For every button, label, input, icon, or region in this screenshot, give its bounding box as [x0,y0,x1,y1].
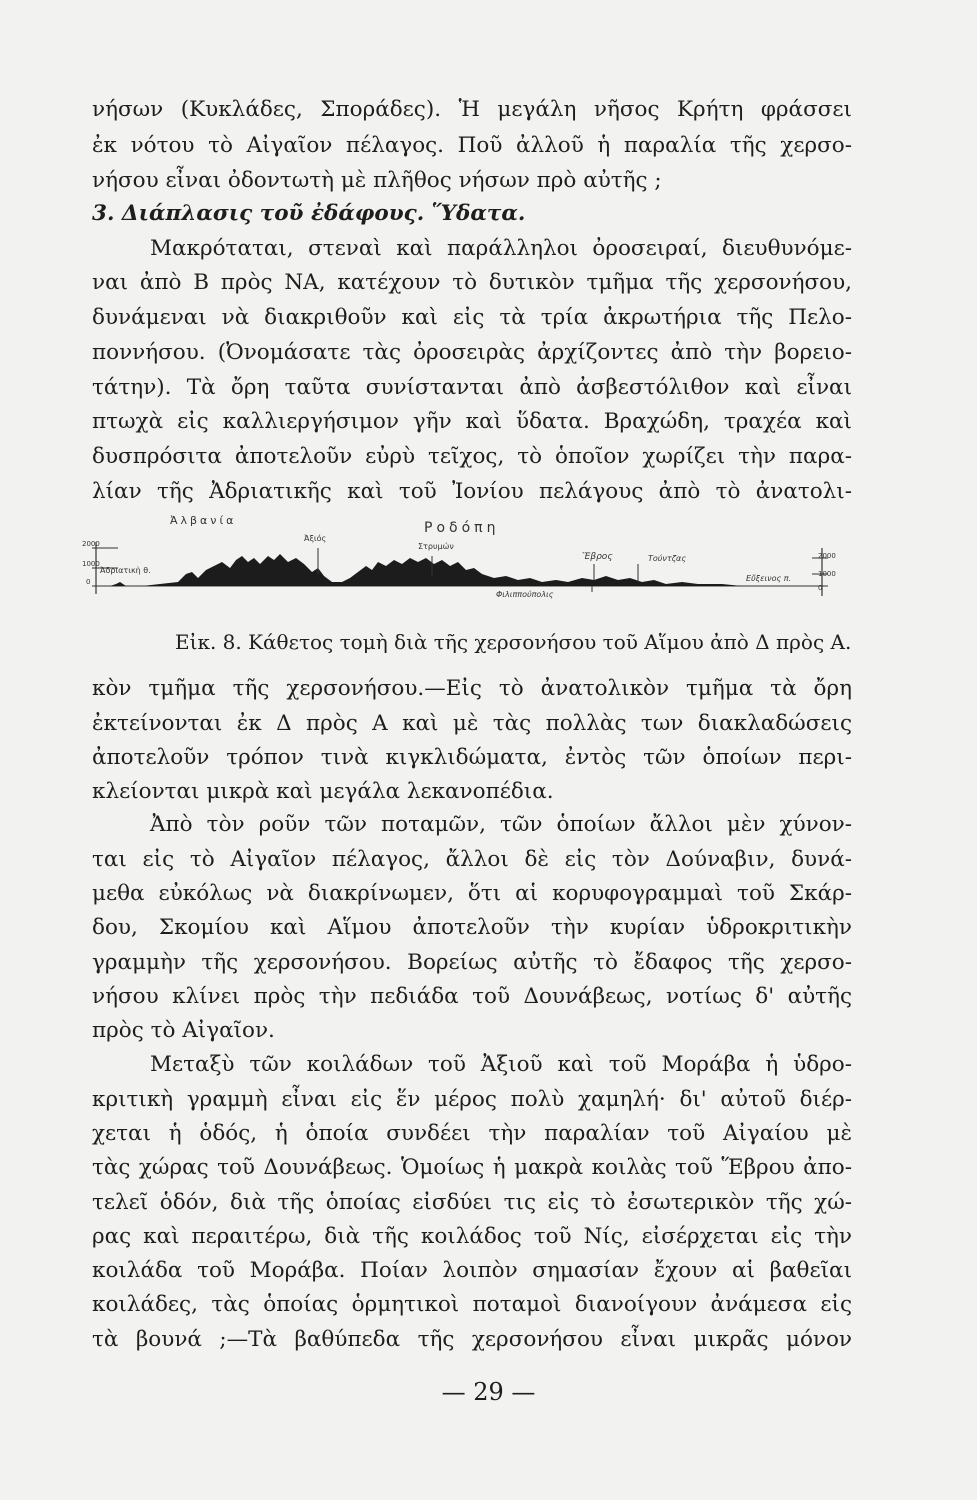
text-line: μεθα εὐκόλως νὰ διακρίνωμεν, ὅτι αἱ κορυφογραμμαὶ τοῦ Σκάρ- [92,881,852,906]
scale-left-1000: 1000 [82,560,100,568]
scale-left-2000: 2000 [82,540,100,548]
text-line: νήσου εἶναι ὀδοντωτὴ μὲ πλῆθος νήσων πρὸ αὐτῆς ; [92,168,662,193]
text-line: ἐκ νότου τὸ Αἰγαῖον πέλαγος. Ποῦ ἀλλοῦ ἡ παραλία τῆς χερσο- [92,133,852,158]
label-rodopi: Ροδόπη [424,520,500,536]
text-line: πρὸς τὸ Αἰγαῖον. [92,1018,275,1043]
scale-right-1000: 1000 [818,570,836,578]
text-line: κὸν τμῆμα τῆς χερσονήσου.—Εἰς τὸ ἀνατολικὸν τμῆμα τὰ ὄρη [92,676,852,701]
label-euxinos: Εὔξεινος π. [746,574,792,583]
text-line: Ἀπὸ τὸν ροῦν τῶν ποταμῶν, τῶν ὁποίων ἄλλοι μὲν χύνον- [150,812,852,837]
text-line: τὰς χώρας τοῦ Δουνάβεως. Ὁμοίως ἡ μακρὰ κοιλὰς τοῦ Ἕβρου ἀπο- [92,1155,852,1180]
text-line: δυνάμεναι νὰ διακριθοῦν καὶ εἰς τὰ τρία ἀκρωτήρια τῆς Πελο- [92,305,852,330]
text-line: νήσου κλίνει πρὸς τὴν πεδιάδα τοῦ Δουνάβεως, νοτίως δ' αὐτῆς [92,984,852,1009]
text-line: ται εἰς τὸ Αἰγαῖον πέλαγος, ἄλλοι δὲ εἰς τὸν Δούναβιν, δυνά- [92,847,852,872]
text-line: χεται ἡ ὁδός, ἡ ὁποία συνδέει τὴν παραλίαν τοῦ Αἰγαίου μὲ [92,1121,852,1146]
text-line: δου, Σκομίου καὶ Αἵμου ἀποτελοῦν τὴν κυρίαν ὑδροκριτικὴν [92,915,852,940]
text-line: τὰ βουνά ;—Τὰ βαθύπεδα τῆς χερσονήσου εἶναι μικρᾶς μόνον [92,1327,852,1352]
cross-section-figure [82,512,842,624]
text-line: τάτην). Τὰ ὄρη ταῦτα συνίστανται ἀπὸ ἀσβεστόλιθον καὶ εἶναι [92,375,852,400]
text-line: Μεταξὺ τῶν κοιλάδων τοῦ Ἀξιοῦ καὶ τοῦ Μοράβα ἡ ὑδρο- [150,1052,852,1077]
label-filippoupolis: Φιλιππούπολις [496,590,554,599]
label-strymon: Στρυμών [418,542,454,551]
label-evros: Ἕβρος [582,552,613,562]
label-albania: Ἀλβανία [170,514,237,527]
text-line: ρας καὶ περαιτέρω, διὰ τῆς κοιλάδος τοῦ Νίς, εἰσέρχεται εἰς τὴν [92,1224,852,1249]
text-line: ναι ἀπὸ Β πρὸς ΝΑ, κατέχουν τὸ δυτικὸν τμῆμα τῆς χερσονήσου, [92,270,852,295]
scale-right-2000: 2000 [818,552,836,560]
label-tountzas: Τούντζας [648,554,687,563]
text-line: κοιλάδες, τὰς ὁποίας ὁρμητικοὶ ποταμοὶ διανοίγουν ἀνάμεσα εἰς [92,1292,852,1317]
scale-right-0: 0 [818,584,823,592]
text-line: κλείονται μικρὰ καὶ μεγάλα λεκανοπέδια. [92,779,554,804]
scale-left-0: 0 [86,578,91,586]
page-number: — 29 — [441,1378,536,1406]
figure-caption: Εἰκ. 8. Κάθετος τομὴ διὰ τῆς χερσονήσου τοῦ Αἵμου ἀπὸ Δ πρὸς Α. [175,630,852,654]
label-axios: Ἀξιός [304,534,327,543]
text-line: νήσων (Κυκλάδες, Σποράδες). Ἡ μεγάλη νῆσος Κρήτη φράσσει [92,97,852,122]
text-line: ἐκτείνονται ἐκ Δ πρὸς Α καὶ μὲ τὰς πολλὰς των διακλαδώσεις [92,711,852,736]
text-line: ἀποτελοῦν τρόπον τινὰ κιγκλιδώματα, ἐντὸς τῶν ὁποίων περι- [92,745,852,770]
text-line: ποννήσου. (Ὀνομάσατε τὰς ὀροσειρὰς ἀρχίζοντες ἀπὸ τὴν βορειο- [92,340,852,365]
text-line: Μακρόταται, στεναὶ καὶ παράλληλοι ὀροσειραί, διευθυνόμε- [150,236,852,261]
text-line: κοιλάδα τοῦ Μοράβα. Ποίαν λοιπὸν σημασίαν ἔχουν αἱ βαθεῖαι [92,1258,852,1283]
text-line: γραμμὴν τῆς χερσονήσου. Βορείως αὐτῆς τὸ ἔδαφος τῆς χερσο- [92,950,852,975]
label-adriatic: Ἀδριατικὴ θ. [100,566,151,575]
text-line: λίαν τῆς Ἀδριατικῆς καὶ τοῦ Ἰονίου πελάγους ἀπὸ τὸ ἀνατολι- [92,479,852,504]
text-line: πτωχὰ εἰς καλλιεργήσιμον γῆν καὶ ὕδατα. Βραχώδη, τραχέα καὶ [92,409,852,434]
text-line: κριτικὴ γραμμὴ εἶναι εἰς ἕν μέρος πολὺ χαμηλή· δι' αὐτοῦ διέρ- [92,1087,852,1112]
section-heading: 3. Διάπλασις τοῦ ἐδάφους. Ὕδατα. [92,201,526,226]
text-line: δυσπρόσιτα ἀποτελοῦν εὐρὺ τεῖχος, τὸ ὁποῖον χωρίζει τὴν παρα- [92,444,852,469]
text-line: τελεῖ ὁδόν, διὰ τῆς ὁποίας εἰσδύει τις εἰς τὸ ἐσωτερικὸν τῆς χώ- [92,1190,852,1215]
